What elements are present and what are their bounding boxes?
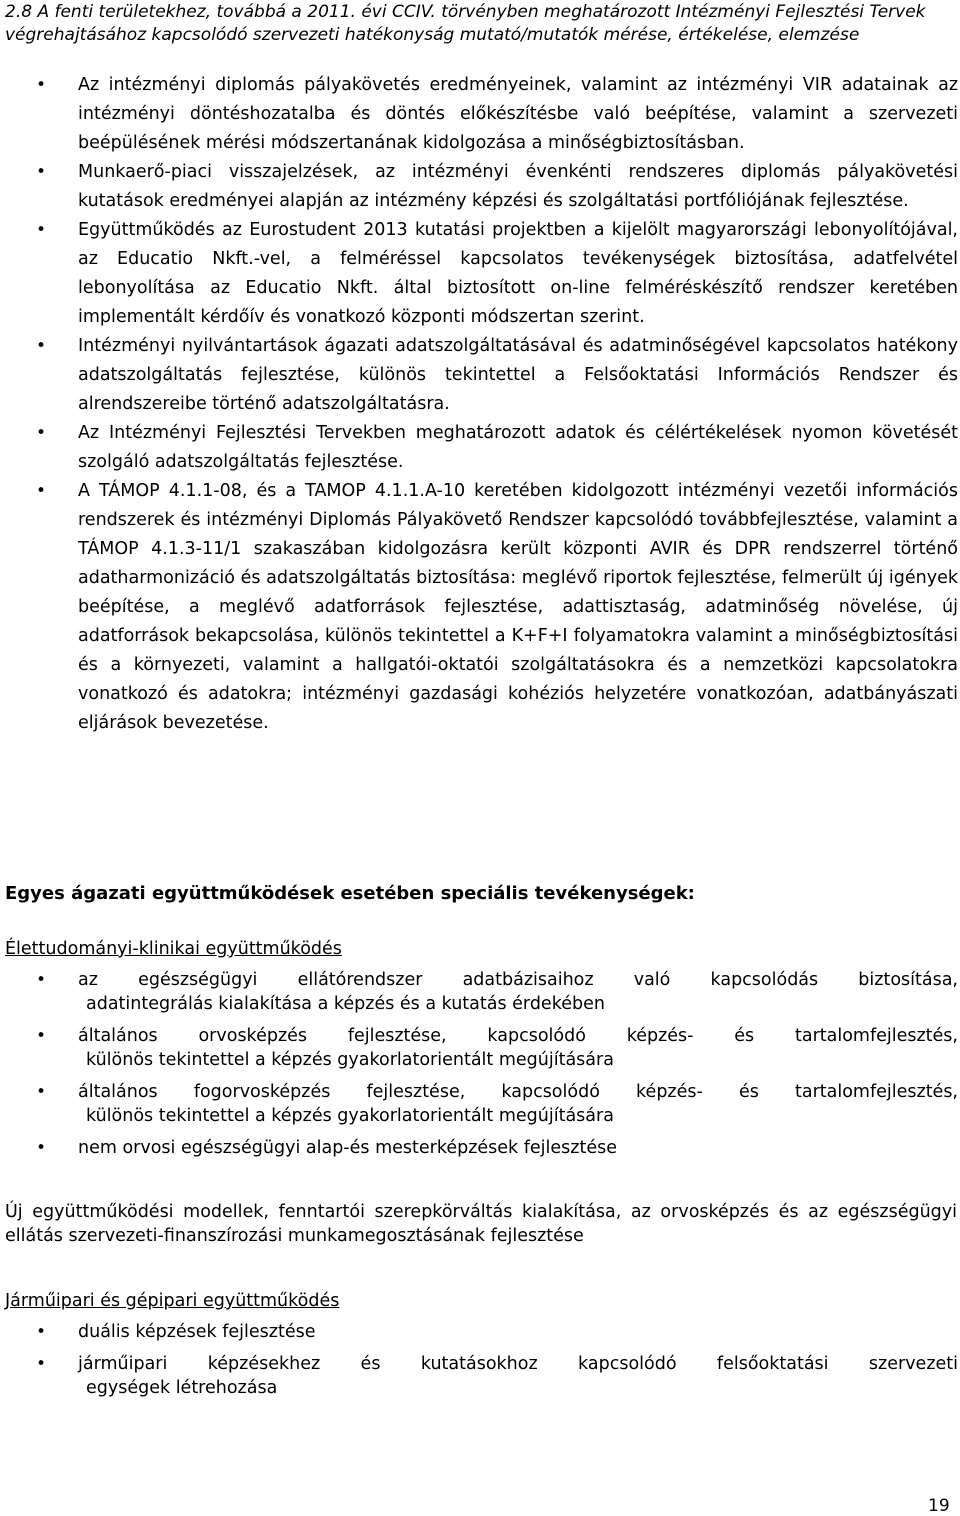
list-item-line: adatintegrálás kialakítása a képzés és a kutatás érdekében: [86, 994, 605, 1014]
paragraph: Új együttműködési modellek, fenntartói szerepkörváltás kialakítása, az orvosképzés és az egészségügyi ellátás szervezeti-finanszírozási munkamegosztásának fejlesztése: [5, 1202, 957, 1246]
list-item: [0, 1320, 960, 1344]
list-item: • Munkaerő-piaci visszajelzések, az intézményi évenkénti rendszeres diplomás pályakövetési kutatások eredményei alapján az intézmény képzési és szolgáltatási portfóliójának fejlesztése.: [0, 158, 960, 216]
underlined-subheading: Élettudományi-klinikai együttműködés: [5, 939, 342, 959]
list-item: • Együttműködés az Eurostudent 2013 kutatási projektben a kijelölt magyarországi lebonyolítójával, az Educatio Nkft.-vel, a felméréssel kapcsolatos tevékenységek biztosítása, adatfelvétel lebonyolítása az Educatio Nkft. által biztosított on-line felméréskészítő rendszer keretében implementált kérdőív és vonatkozó központi módszertan szerint.: [0, 216, 960, 332]
automotive-bullet-list: [0, 1320, 960, 1408]
life-science-bullet-list: [0, 968, 960, 1168]
bold-subheading: Egyes ágazati együttműködések esetében speciális tevékenységek:: [5, 883, 695, 904]
section-bullet-list: [0, 71, 960, 738]
list-item: [0, 1080, 960, 1128]
list-item-line: egységek létrehozása: [86, 1378, 278, 1398]
list-item: • Az Intézményi Fejlesztési Tervekben meghatározott adatok és célértékelések nyomon követését szolgáló adatszolgáltatás fejlesztése.: [0, 419, 960, 477]
list-item-line: nem orvosi egészségügyi alap-és mesterképzések fejlesztése: [78, 1138, 617, 1158]
list-item: [0, 1352, 960, 1400]
list-item-line: • általános orvosképzés fejlesztése, kapcsolódó képzés- és tartalomfejlesztés,: [78, 1026, 958, 1046]
list-item: • Az intézményi diplomás pályakövetés eredményeinek, valamint az intézményi VIR adatainak az intézményi döntéshozatalba és döntés előkészítésbe való beépítése, valamint a szervezeti beépülésének mérési módszertanának kidolgozása a minőségbiztosításban.: [0, 71, 960, 158]
list-item-line: különös tekintettel a képzés gyakorlatorientált megújítására: [86, 1050, 614, 1070]
section-heading: 2.8 A fenti területekhez, továbbá a 2011. évi CCIV. törvényben meghatározott Intézményi Fejlesztési Tervek végrehajtásához kapcsolódó szervezeti hatékonyság mutató/mutatók mérése, értékelése, elemzése: [5, 2, 926, 45]
list-item-line: • az egészségügyi ellátórendszer adatbázisaihoz való kapcsolódás biztosítása,: [78, 970, 958, 990]
list-item-line: • általános fogorvosképzés fejlesztése, kapcsolódó képzés- és tartalomfejlesztés,: [78, 1082, 958, 1102]
list-item-line: • járműipari képzésekhez és kutatásokhoz kapcsolódó felsőoktatási szervezeti: [78, 1354, 958, 1374]
list-item: [0, 1024, 960, 1072]
page-number: 19: [928, 1496, 950, 1516]
list-item-line: különös tekintettel a képzés gyakorlatorientált megújítására: [86, 1106, 614, 1126]
list-item: [0, 968, 960, 1016]
list-item-line: duális képzések fejlesztése: [78, 1322, 316, 1342]
list-item: • A TÁMOP 4.1.1-08, és a TAMOP 4.1.1.A-10 keretében kidolgozott intézményi vezetői információs rendszerek és intézményi Diplomás Pályakövető Rendszer kapcsolódó továbbfejlesztése, valamint a TÁMOP 4.1.3-11/1 szakaszában kidolgozásra került központi AVIR és DPR rendszerrel történő adatharmonizáció és adatszolgáltatás biztosítása: meglévő riportok fejlesztése, felmerült új igények beépítése, a meglévő adatforrások fejlesztése, adattisztaság, adatminőség növelése, új adatforrások bekapcsolása, különös tekintettel a K+F+I folyamatokra valamint a minőségbiztosítási és a környezeti, valamint a hallgatói-oktatói szolgáltatásokra és a nemzetközi kapcsolatokra vonatkozó és adatokra; intézményi gazdasági kohéziós helyzetére vonatkozóan, adatbányászati eljárások bevezetése.: [0, 477, 960, 738]
list-item: [0, 1136, 960, 1160]
list-item: • Intézményi nyilvántartások ágazati adatszolgáltatásával és adatminőségével kapcsolatos hatékony adatszolgáltatás fejlesztése, különös tekintettel a Felsőoktatási Információs Rendszer és alrendszereibe történő adatszolgáltatásra.: [0, 332, 960, 419]
underlined-subheading: Járműipari és gépipari együttműködés: [5, 1291, 340, 1311]
